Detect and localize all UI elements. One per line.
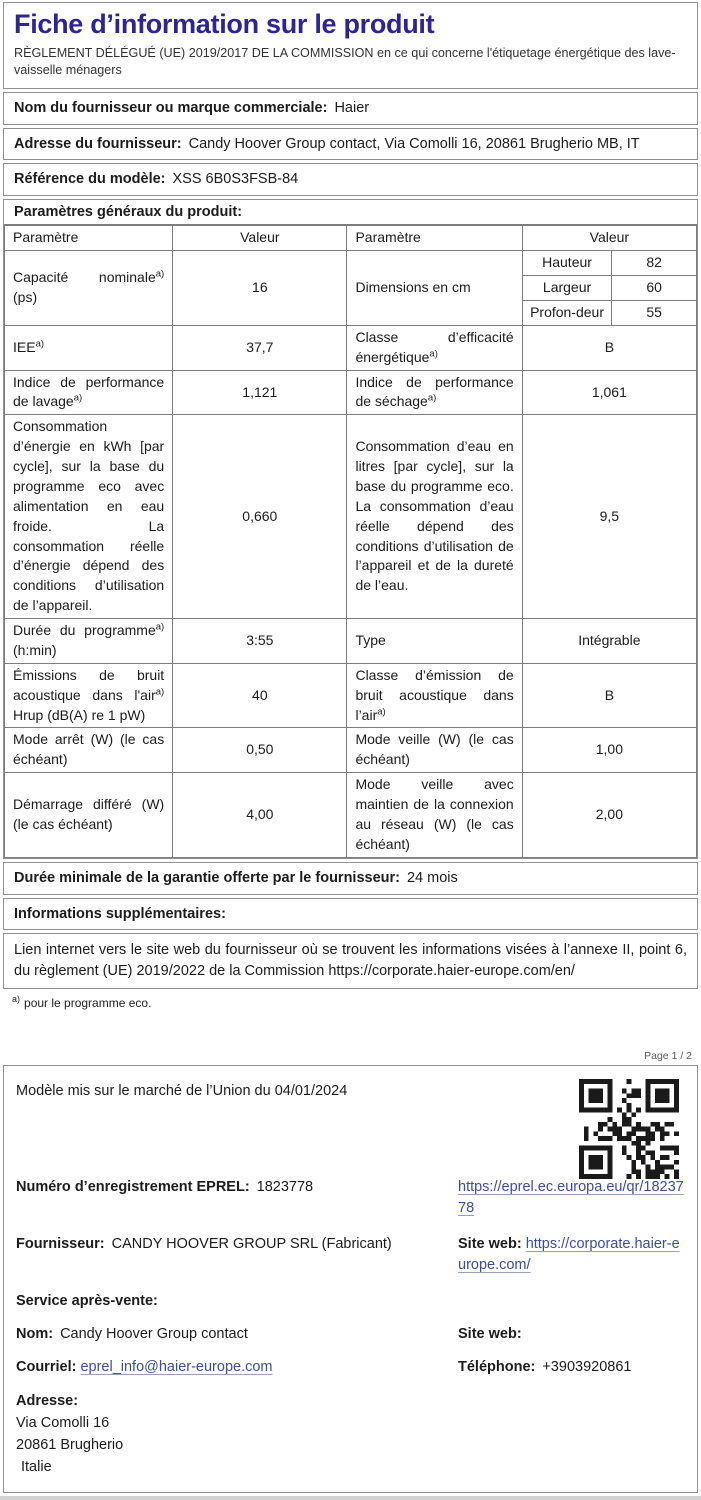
title-section: [3, 2, 698, 89]
type-value-cell: Intégrable: [522, 619, 696, 664]
model-reference-label: Référence du modèle:: [14, 171, 166, 188]
table-row-noise: [5, 663, 697, 728]
market-date-line: Modèle mis sur le marché de l’Union du 04/01/2024: [16, 1083, 348, 1099]
dry-index-label-cell: Indice de performance de séchage$^{a)}$: [347, 370, 522, 415]
capacity-label-cell: Capacité nominale$^{a)}$ (ps): [5, 251, 173, 326]
manufacturer-website-link[interactable]: https://corporate.haier-europe.com/: [458, 1236, 680, 1274]
supplier-link-row: [3, 933, 698, 989]
qr-code: [579, 1079, 679, 1179]
model-reference-value: XSS 6B0S3FSB-84: [172, 171, 299, 188]
address-line: Italie: [21, 1459, 52, 1476]
energy-consumption-value-cell: 0,660: [173, 415, 347, 619]
table-row-iee: [5, 325, 697, 370]
header-param-right: Paramètre: [347, 226, 522, 251]
eprel-link-cell: [456, 1177, 687, 1219]
off-mode-value-cell: 0,50: [173, 728, 347, 773]
off-mode-label-cell: Mode arrêt (W) (le cas échéant): [5, 728, 173, 773]
supplier-link-text: Lien internet vers le site web du fournisseur où se trouvent les informations visées à l’annexe II, point 6, du règlement (UE) 2019/2022 de la Commission https://corporate.haier-europe.com/en/: [14, 942, 687, 980]
noise-class-value-cell: B: [522, 663, 696, 728]
page-title: Fiche d’information sur le produit: [14, 9, 435, 39]
table-header-row: [5, 226, 697, 251]
standby-mode-label-cell: Mode veille (W) (le cas échéant): [347, 728, 522, 773]
water-consumption-label-cell: Consommation d’eau en litres [par cycle], sur la base du programme eco. La consommation d’eau réelle dépend des conditions d’utilisation de l’appareil et de la dureté de l’eau.: [347, 415, 522, 619]
noise-emission-value-cell: 40: [173, 663, 347, 728]
additional-info-label: Informations supplémentaires:: [14, 905, 226, 922]
manufacturer: Fournisseur: CANDY HOOVER GROUP SRL (Fabricant): [16, 1236, 392, 1253]
type-label-cell: Type: [347, 619, 522, 664]
energy-class-value-cell: B: [522, 325, 696, 370]
dimension-depth-label: Profon-deur: [522, 300, 612, 325]
noise-emission-label-cell: Émissions de bruit acoustique dans l'air$^{a)}$ Hrup (dB(A) re 1 pW): [5, 663, 173, 728]
additional-info-row: [3, 898, 698, 931]
warranty-label: Durée minimale de la garantie offerte par le fournisseur:: [14, 869, 400, 886]
service-phone: Téléphone: +3903920861: [458, 1359, 632, 1376]
service-email: Courriel: eprel_info@haier-europe.com: [16, 1359, 273, 1376]
iee-value-cell: 37,7: [173, 325, 347, 370]
registration-grid: [14, 1177, 687, 1478]
eprel-link[interactable]: https://eprel.ec.europa.eu/qr/1823778: [458, 1179, 684, 1217]
regulation-subtitle: RÈGLEMENT DÉLÉGUÉ (UE) 2019/2017 DE LA COMMISSION en ce qui concerne l'étiquetage énergétique des lave-vaisselle ménagers: [14, 46, 676, 78]
iee-label-cell: IEE$^{a)}$: [5, 325, 173, 370]
parameters-table: [4, 225, 697, 857]
address-label: Adresse:: [16, 1393, 79, 1410]
capacity-value-cell: 16: [173, 251, 347, 326]
supplier-name-row: [3, 92, 698, 125]
address-line: Via Comolli 16: [16, 1415, 110, 1432]
service-website: Site web:: [458, 1326, 522, 1343]
energy-consumption-label-cell: Consommation d’énergie en kWh [par cycle], sur la base du programme eco avec alimentation en eau froide. La consommation réelle d’énergie dépend des conditions d’utilisation de l’appareil.: [5, 415, 173, 619]
program-duration-label-cell: Durée du programme$^{a)}$ (h:min): [5, 619, 173, 664]
warranty-value: 24 mois: [406, 869, 458, 886]
table-row-consumption: [5, 415, 697, 619]
table-row-capacity-dimensions: [5, 251, 697, 276]
table-row-performance: [5, 370, 697, 415]
energy-class-label-cell: Classe d’efficacité énergétique$^{a)}$: [347, 325, 522, 370]
header-value-right: Valeur: [522, 226, 696, 251]
standby-mode-value-cell: 1,00: [522, 728, 696, 773]
service-name: Nom: Candy Hoover Group contact: [16, 1326, 248, 1343]
dimension-depth-value: 55: [612, 300, 697, 325]
eprel-number: Numéro d’enregistrement EPREL: 1823778: [16, 1179, 314, 1195]
page-indicator: Page 1 / 2: [644, 1050, 692, 1062]
dimension-height-value: 82: [612, 251, 697, 276]
general-parameters-title: Paramètres généraux du produit:: [4, 200, 697, 225]
delay-start-value-cell: 4,00: [173, 773, 347, 858]
header-param-left: Paramètre: [5, 226, 173, 251]
network-standby-label-cell: Mode veille avec maintien de la connexion au réseau (W) (le cas échéant): [347, 773, 522, 858]
supplier-address-row: [3, 128, 698, 161]
address-line: 20861 Brugherio: [16, 1437, 124, 1454]
water-consumption-value-cell: 9,5: [522, 415, 696, 619]
model-reference-row: [3, 163, 698, 196]
table-row-off-standby: [5, 728, 697, 773]
supplier-address-value: Candy Hoover Group contact, Via Comolli 16, 20861 Brugherio MB, IT: [188, 135, 640, 152]
network-standby-value-cell: 2,00: [522, 773, 696, 858]
manufacturer-website-cell: Site web: https://corporate.haier-europe.com/: [458, 1236, 680, 1274]
header-value-left: Valeur: [173, 226, 347, 251]
service-address-block: [14, 1390, 456, 1478]
dimension-width-value: 60: [612, 276, 697, 301]
general-parameters-section: [3, 199, 698, 858]
delay-start-label-cell: Démarrage différé (W) (le cas échéant): [5, 773, 173, 858]
supplier-name-value: Haier: [334, 99, 370, 116]
table-row-delay-network: [5, 773, 697, 858]
dimension-height-label: Hauteur: [522, 251, 612, 276]
supplier-name-label: Nom du fournisseur ou marque commerciale:: [14, 99, 328, 116]
dry-index-value-cell: 1,061: [522, 370, 696, 415]
vertical-spacer: [3, 1010, 698, 1050]
registration-section: [3, 1065, 698, 1493]
service-email-link[interactable]: eprel_info@haier-europe.com: [80, 1359, 273, 1376]
noise-class-label-cell: Classe d’émission de bruit acoustique dans l’air$^{a)}$: [347, 663, 522, 728]
dimension-width-label: Largeur: [522, 276, 612, 301]
wash-index-label-cell: Indice de performance de lavage$^{a)}$: [5, 370, 173, 415]
page-bottom-edge: [0, 1496, 701, 1500]
table-row-duration-type: [5, 619, 697, 664]
warranty-row: [3, 862, 698, 895]
supplier-address-label: Adresse du fournisseur:: [14, 135, 182, 152]
wash-index-value-cell: 1,121: [173, 370, 347, 415]
eco-footnote: $^{a)}$ pour le programme eco.: [12, 994, 152, 1011]
dimensions-label-cell: Dimensions en cm: [347, 251, 522, 326]
after-sales-heading: Service après-vente:: [16, 1293, 158, 1310]
program-duration-value-cell: 3:55: [173, 619, 347, 664]
